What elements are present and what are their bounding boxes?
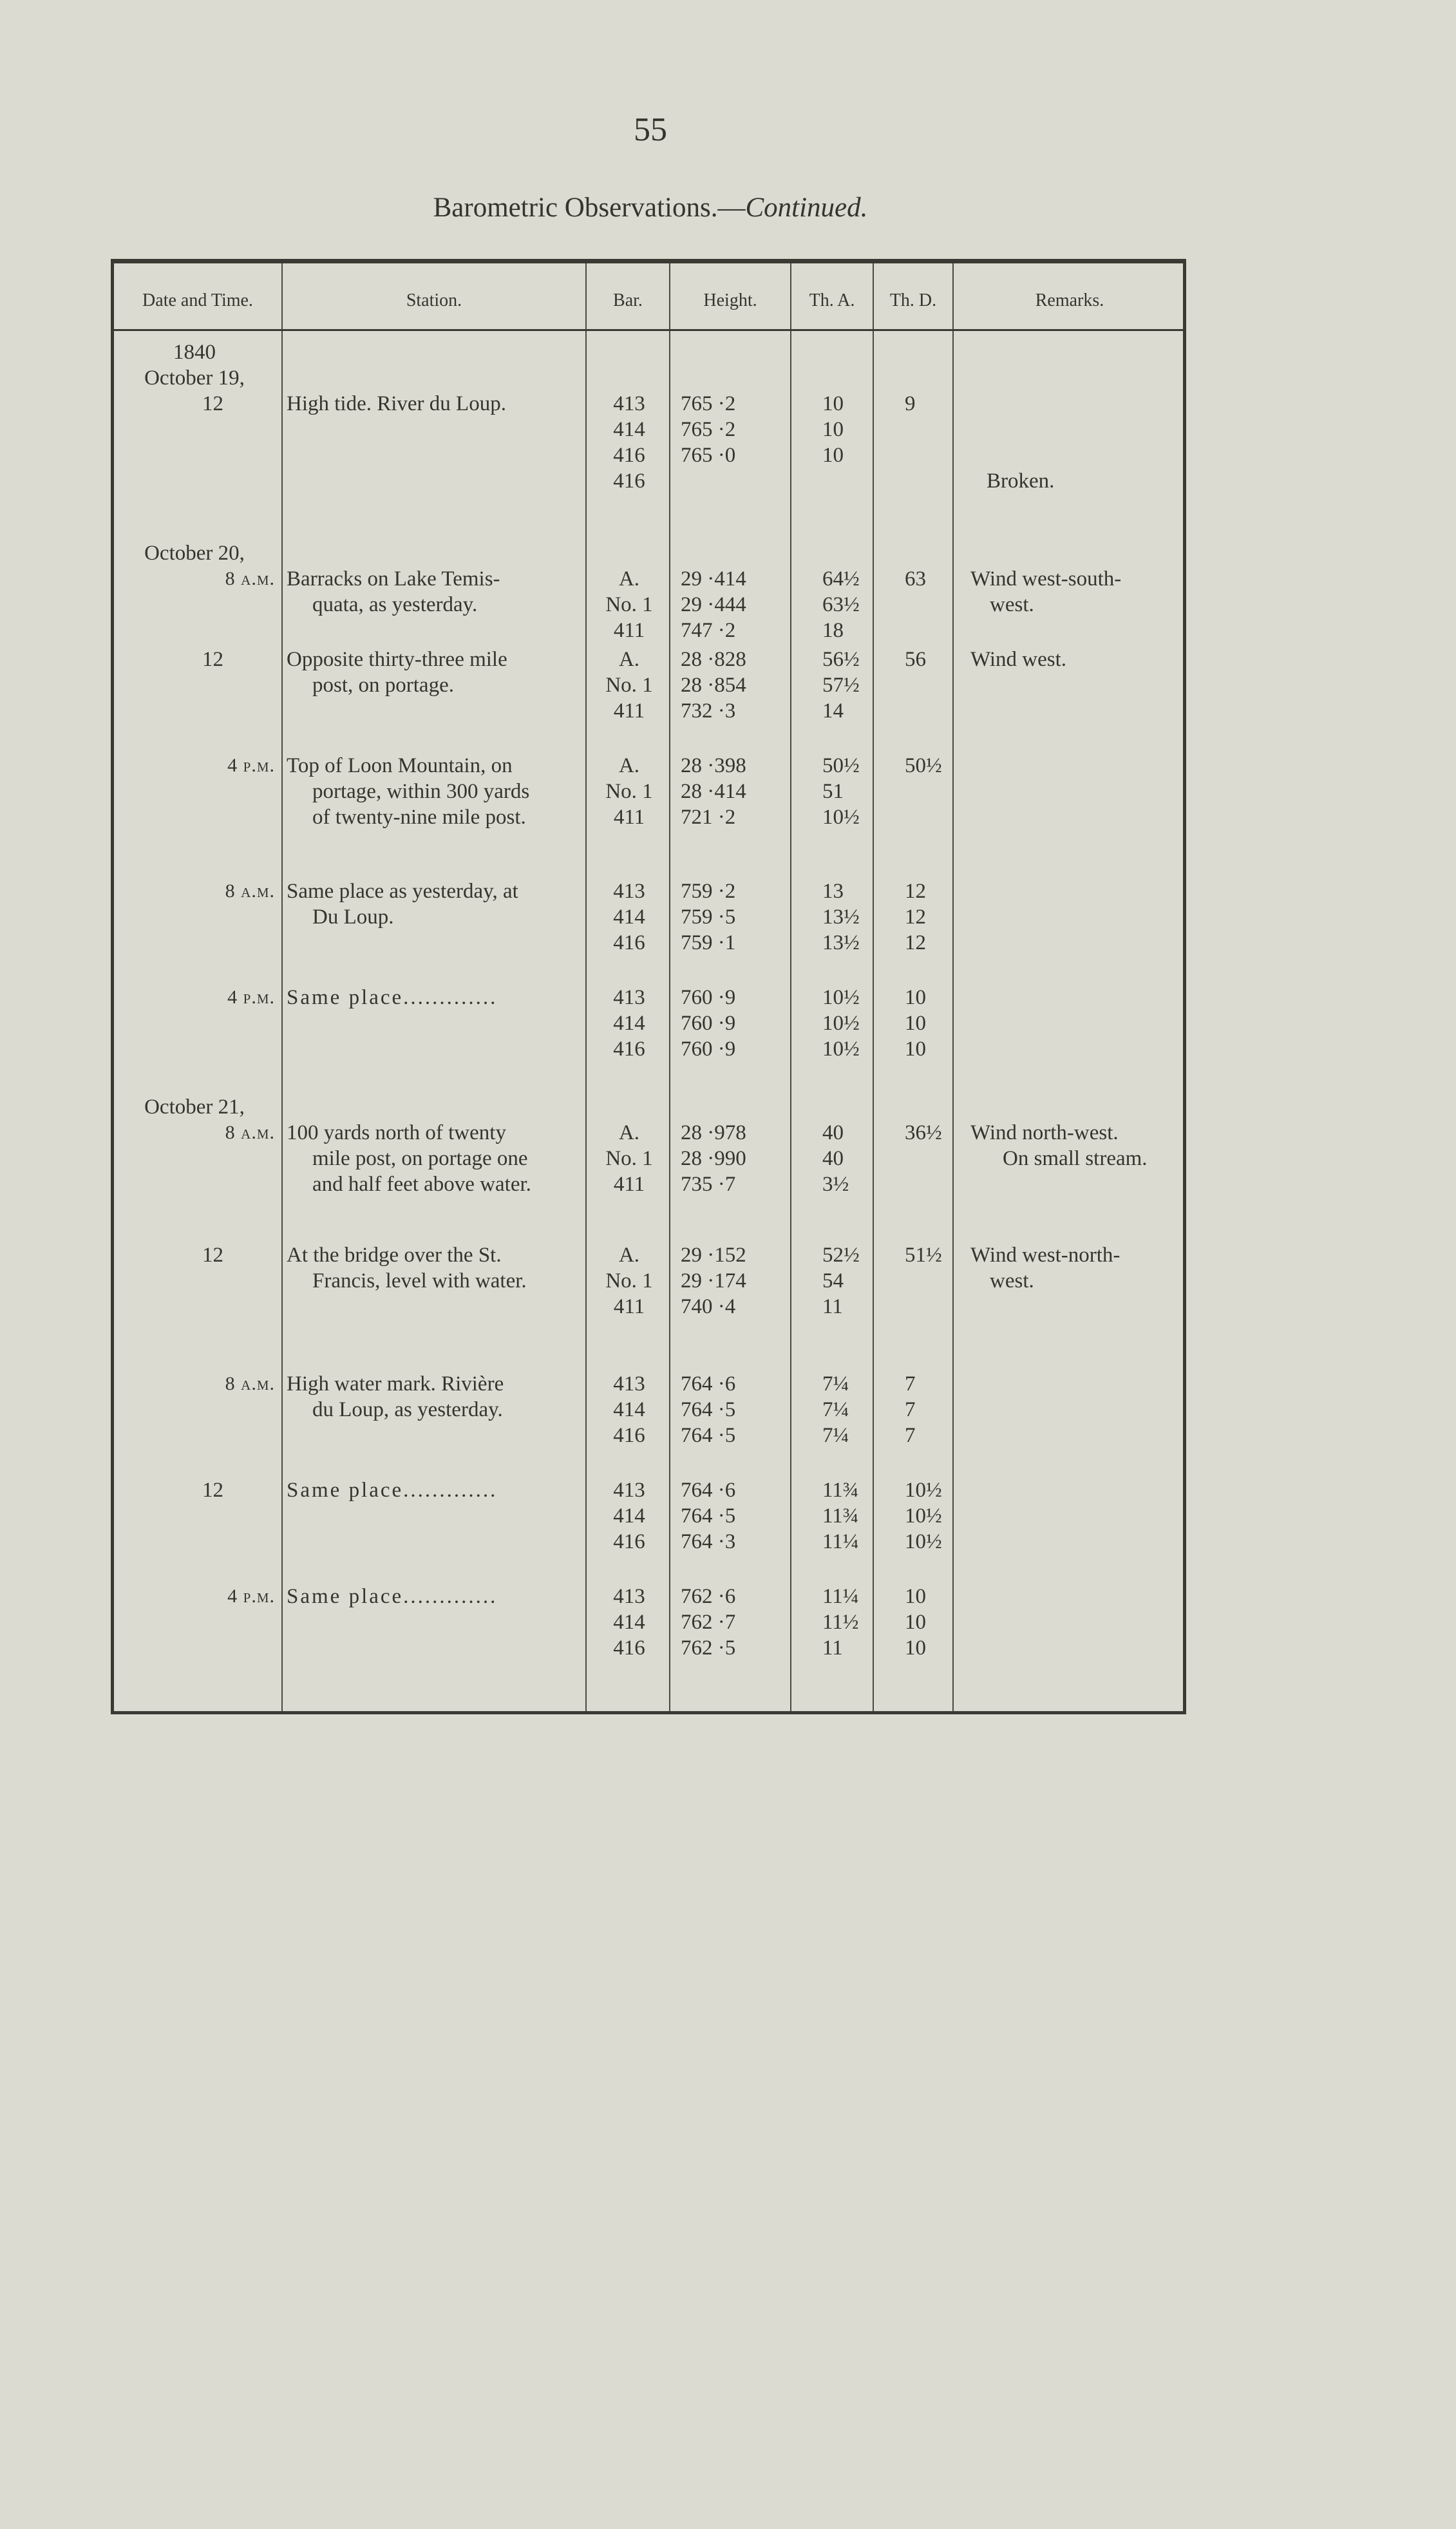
th-a-cell: 13½ [822,931,860,954]
height-cell: 765 ·2 [681,418,736,441]
header-height: Height. [703,290,757,310]
th-d-cell: 7 [905,1398,916,1421]
bar-cell: 416 [613,1636,645,1660]
bar-cell: A. [618,567,640,591]
th-a-cell: 10½ [822,986,860,1009]
column-divider [585,263,587,1711]
height-cell: 29 ·174 [681,1269,746,1293]
header-remarks: Remarks. [1035,290,1104,310]
station-cell: of twenty-nine mile post. [312,806,526,829]
th-a-cell: 7¼ [822,1424,849,1447]
th-a-cell: 7¼ [822,1372,849,1396]
bar-cell: A. [618,1121,640,1144]
bar-cell: 416 [613,931,645,954]
header-th-d: Th. D. [889,290,937,310]
title-italic: Continued. [745,193,868,223]
date-time-cell: October 19, [144,366,245,390]
height-cell: 765 ·2 [681,392,736,415]
th-d-cell: 10 [905,1012,926,1035]
bar-cell: No. 1 [605,593,653,616]
height-cell: 29 ·152 [681,1244,746,1267]
th-a-cell: 57½ [822,674,860,697]
bar-cell: No. 1 [605,780,653,803]
height-cell: 747 ·2 [681,619,736,642]
th-a-cell: 63½ [822,593,860,616]
bar-cell: 414 [613,418,645,441]
header-date-time: Date and Time. [142,290,253,310]
th-a-cell: 52½ [822,1244,860,1267]
th-d-cell: 10½ [905,1479,942,1502]
height-cell: 28 ·978 [681,1121,746,1144]
station-cell: and half feet above water. [312,1173,531,1196]
station-cell: High water mark. Rivière [287,1372,504,1396]
column-divider [669,263,670,1711]
bar-cell: No. 1 [605,1147,653,1170]
bar-cell: 411 [613,619,645,642]
th-a-cell: 10½ [822,1012,860,1035]
th-d-cell: 56 [905,648,926,671]
th-a-cell: 18 [822,619,844,642]
height-cell: 28 ·990 [681,1147,746,1170]
date-time-cell: 12 [202,1244,223,1267]
station-cell: Barracks on Lake Temis- [287,567,500,591]
bar-cell: A. [618,1244,640,1267]
height-cell: 764 ·5 [681,1398,736,1421]
height-cell: 765 ·0 [681,444,736,467]
th-d-cell: 10½ [905,1530,942,1553]
station-cell: High tide. River du Loup. [287,392,506,415]
th-d-cell: 10 [905,986,926,1009]
th-a-cell: 11 [822,1636,843,1660]
remarks-cell: west. [990,593,1034,616]
height-cell: 735 ·7 [681,1173,736,1196]
th-d-cell: 63 [905,567,926,591]
height-cell: 764 ·5 [681,1504,736,1528]
height-cell: 28 ·854 [681,674,746,697]
height-cell: 29 ·444 [681,593,746,616]
th-a-cell: 7¼ [822,1398,849,1421]
th-a-cell: 11¾ [822,1504,859,1528]
barometric-table [111,259,1186,1714]
station-cell: 100 yards north of twenty [287,1121,506,1144]
bar-cell: 413 [613,880,645,903]
height-cell: 764 ·3 [681,1530,736,1553]
header-station: Station. [406,290,462,310]
remarks-cell: Wind north-west. [970,1121,1119,1144]
th-d-cell: 36½ [905,1121,942,1144]
bar-cell: 416 [613,469,645,493]
bar-cell: 416 [613,1424,645,1447]
remarks-cell: Wind west. [970,648,1066,671]
date-time-cell: 8 a.m. [225,1122,275,1143]
height-cell: 721 ·2 [681,806,736,829]
bar-cell: 413 [613,392,645,415]
station-cell: Same place............. [287,1479,498,1502]
station-cell: At the bridge over the St. [287,1244,502,1267]
station-cell: post, on portage. [312,674,454,697]
th-a-cell: 14 [822,699,844,723]
station-cell: Du Loup. [312,905,394,929]
bar-cell: A. [618,648,640,671]
th-d-cell: 10 [905,1585,926,1608]
th-d-cell: 10½ [905,1504,942,1528]
bar-cell: 416 [613,444,645,467]
bar-cell: 411 [613,1173,645,1196]
th-a-cell: 13 [822,880,844,903]
height-cell: 759 ·2 [681,880,736,903]
th-a-cell: 51 [822,780,844,803]
bar-cell: 414 [613,1012,645,1035]
bar-cell: 413 [613,1479,645,1502]
th-a-cell: 10½ [822,1037,860,1061]
bar-cell: 414 [613,905,645,929]
date-time-cell: October 21, [144,1095,245,1119]
date-time-cell: 8 a.m. [225,880,275,902]
date-time-cell: 12 [202,648,223,671]
date-time-cell: 8 a.m. [225,568,275,589]
bar-cell: 413 [613,1585,645,1608]
th-a-cell: 56½ [822,648,860,671]
station-cell: portage, within 300 yards [312,780,530,803]
height-cell: 764 ·5 [681,1424,736,1447]
height-cell: 28 ·398 [681,754,746,777]
date-time-cell: 1840 [173,341,216,364]
station-cell: mile post, on portage one [312,1147,528,1170]
height-cell: 759 ·1 [681,931,736,954]
th-d-cell: 10 [905,1037,926,1061]
header-th-a: Th. A. [809,290,855,310]
bar-cell: 413 [613,986,645,1009]
bar-cell: 413 [613,1372,645,1396]
bar-cell: 411 [613,1295,645,1318]
height-cell: 760 ·9 [681,1012,736,1035]
th-a-cell: 10 [822,392,844,415]
th-a-cell: 13½ [822,905,860,929]
station-cell: Top of Loon Mountain, on [287,754,513,777]
th-a-cell: 3½ [822,1173,849,1196]
th-d-cell: 10 [905,1611,926,1634]
height-cell: 762 ·6 [681,1585,736,1608]
date-time-cell: 12 [202,392,223,415]
height-cell: 28 ·414 [681,780,746,803]
th-a-cell: 11¼ [822,1585,859,1608]
bar-cell: A. [618,754,640,777]
bar-cell: No. 1 [605,1269,653,1293]
th-d-cell: 50½ [905,754,942,777]
station-cell: du Loup, as yesterday. [312,1398,503,1421]
th-a-cell: 10 [822,444,844,467]
th-d-cell: 12 [905,905,926,929]
bar-cell: 416 [613,1037,645,1061]
th-a-cell: 11¼ [822,1530,859,1553]
th-a-cell: 10 [822,418,844,441]
height-cell: 762 ·7 [681,1611,736,1634]
height-cell: 760 ·9 [681,986,736,1009]
bar-cell: No. 1 [605,674,653,697]
th-a-cell: 11½ [822,1611,859,1634]
th-d-cell: 7 [905,1372,916,1396]
height-cell: 732 ·3 [681,699,736,723]
th-a-cell: 11 [822,1295,843,1318]
remarks-cell: On small stream. [1003,1147,1148,1170]
remarks-cell: Broken. [987,469,1055,493]
th-d-cell: 51½ [905,1244,942,1267]
column-divider [281,263,283,1711]
station-cell: Opposite thirty-three mile [287,648,507,671]
bar-cell: 414 [613,1398,645,1421]
bar-cell: 414 [613,1504,645,1528]
page-number: 55 [634,111,667,148]
height-cell: 764 ·6 [681,1372,736,1396]
date-time-cell: 4 p.m. [227,987,275,1008]
date-time-cell: 4 p.m. [227,755,275,776]
th-a-cell: 54 [822,1269,844,1293]
remarks-cell: Wind west-south- [970,567,1122,591]
height-cell: 759 ·5 [681,905,736,929]
station-cell: Same place............. [287,1585,498,1608]
height-cell: 740 ·4 [681,1295,736,1318]
remarks-cell: west. [990,1269,1034,1293]
th-d-cell: 12 [905,880,926,903]
bar-cell: 414 [613,1611,645,1634]
height-cell: 760 ·9 [681,1037,736,1061]
th-d-cell: 10 [905,1636,926,1660]
height-cell: 764 ·6 [681,1479,736,1502]
title-main: Barometric Observations.— [433,193,746,223]
remarks-cell: Wind west-north- [970,1244,1120,1267]
height-cell: 28 ·828 [681,648,746,671]
bar-cell: 416 [613,1530,645,1553]
station-cell: Same place............. [287,986,498,1009]
th-a-cell: 11¾ [822,1479,859,1502]
date-time-cell: 12 [202,1479,223,1502]
th-d-cell: 7 [905,1424,916,1447]
page-title [0,192,1301,223]
station-cell: Same place as yesterday, at [287,880,518,903]
th-a-cell: 40 [822,1147,844,1170]
date-time-cell: October 20, [144,542,245,565]
column-divider [790,263,791,1711]
th-a-cell: 40 [822,1121,844,1144]
height-cell: 29 ·414 [681,567,746,591]
bar-cell: 411 [613,806,645,829]
bar-cell: 411 [613,699,645,723]
th-d-cell: 9 [905,392,916,415]
date-time-cell: 4 p.m. [227,1586,275,1607]
header-rule [114,329,1183,331]
station-cell: Francis, level with water. [312,1269,527,1293]
height-cell: 762 ·5 [681,1636,736,1660]
th-a-cell: 50½ [822,754,860,777]
date-time-cell: 8 a.m. [225,1373,275,1394]
th-d-cell: 12 [905,931,926,954]
station-cell: quata, as yesterday. [312,593,478,616]
header-bar: Bar. [613,290,643,310]
th-a-cell: 10½ [822,806,860,829]
th-a-cell: 64½ [822,567,860,591]
